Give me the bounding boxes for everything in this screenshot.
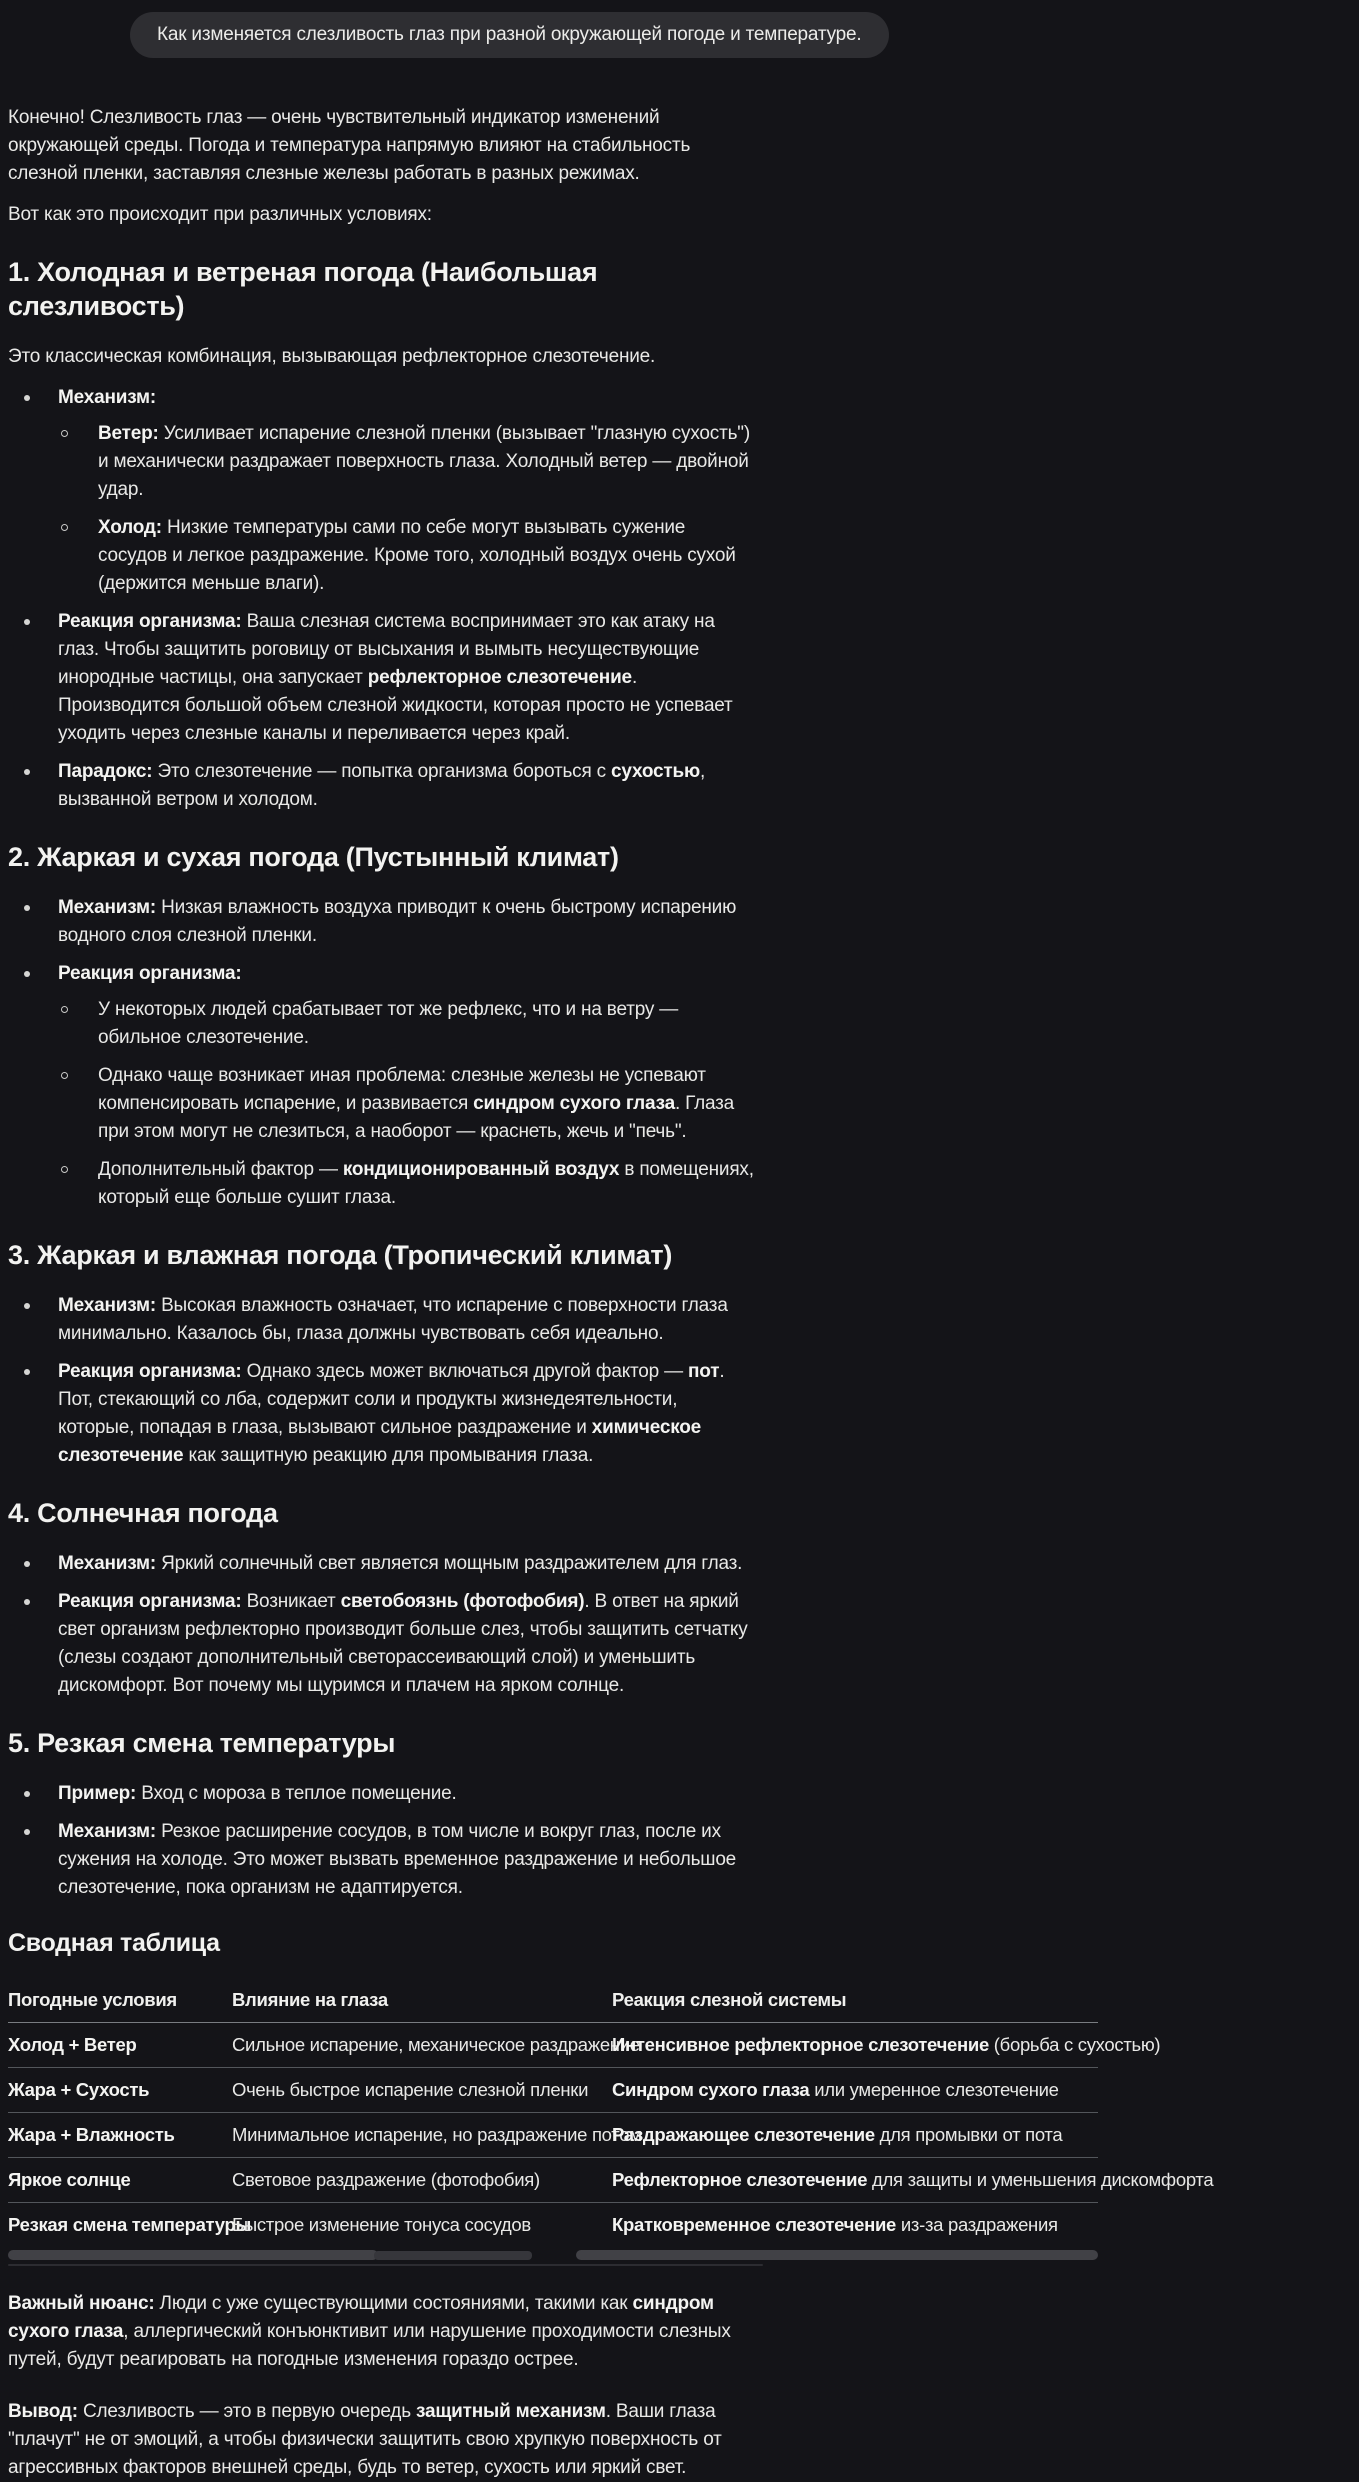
list-item-text: Реакция организма: Возникает светобоязнь (фотофобия). В ответ на яркий свет организм рефлекторно производит больше слез, чтобы защитить сетчатку (слезы создают дополнительный светорассеивающий слой) и уменьшить дискомфорт. Вот почему мы щуримся и плачем на ярком солнце. xyxy=(58,1591,748,1696)
list-item-text: Механизм: xyxy=(58,387,156,408)
table-row xyxy=(8,2203,1098,2248)
bullet-list xyxy=(8,1780,758,1902)
user-message-text: Как изменяется слезливость глаз при разной окружающей погоде и температуре. xyxy=(157,24,862,45)
intro-paragraph: Вот как это происходит при различных условиях: xyxy=(8,204,432,225)
list-item-text: Реакция организма: xyxy=(58,963,242,984)
table-row xyxy=(8,2113,1098,2158)
scrollbar-thumb-left[interactable] xyxy=(8,2250,378,2260)
table-cell: Минимальное испарение, но раздражение потом xyxy=(232,2113,612,2158)
section-heading: 1. Холодная и ветреная погода (Наибольшая слезливость) xyxy=(8,257,598,321)
table-row xyxy=(8,2023,1098,2068)
list-item xyxy=(8,1550,758,1578)
table-horizontal-scrollbar[interactable] xyxy=(8,2250,1098,2260)
summary-table-title: Сводная таблица xyxy=(8,1929,220,1957)
list-item xyxy=(8,758,758,814)
user-message-bubble xyxy=(130,12,889,58)
table-cell: Раздражающее слезотечение для промывки от пота xyxy=(612,2113,1098,2158)
list-item xyxy=(8,1588,758,1700)
table-row xyxy=(8,2158,1098,2203)
section-3 xyxy=(8,1238,758,1470)
list-item-text: Дополнительный фактор — кондиционированный воздух в помещениях, который еще больше сушит глаза. xyxy=(98,1159,754,1208)
bullet-list xyxy=(8,1292,758,1470)
table-cell: Синдром сухого глаза или умеренное слезотечение xyxy=(612,2068,1098,2113)
intro-paragraph: Конечно! Слезливость глаз — очень чувствительный индикатор изменений окружающей среды. Погода и температура напрямую влияют на стабильность слезной пленки, заставляя слезные железы работать в разных режимах. xyxy=(8,107,691,184)
outro-block xyxy=(8,2290,758,2482)
bullet-list xyxy=(58,996,758,1212)
list-item xyxy=(8,608,758,748)
list-item xyxy=(8,894,758,950)
section-heading: 3. Жаркая и влажная погода (Тропический климат) xyxy=(8,1240,673,1270)
bullet-list xyxy=(58,420,758,598)
table-cell: Жара + Влажность xyxy=(8,2113,232,2158)
table-cell: Кратковременное слезотечение из-за раздражения xyxy=(612,2214,1058,2235)
outro-paragraph: Важный нюанс: Люди с уже существующими состояниями, такими как синдром сухого глаза, аллергический конъюнктивит или нарушение проходимости слезных путей, будут реагировать на погодные изменения гораздо острее. xyxy=(8,2293,731,2370)
list-item-text: Механизм: Высокая влажность означает, что испарение с поверхности глаза минимально. Казалось бы, глаза должны чувствовать себя идеально. xyxy=(58,1295,728,1344)
list-item-text: Реакция организма: Ваша слезная система воспринимает это как атаку на глаз. Чтобы защитить роговицу от высыхания и вымыть несуществующие инородные частицы, она запускает рефлекторное слезотечение. Производится большой объем слезной жидкости, которая просто не успевает уходить через слезные каналы и переливается через край. xyxy=(58,611,733,744)
section-2 xyxy=(8,840,758,1212)
table-header-row xyxy=(8,1978,1098,2023)
list-item-text: Механизм: Низкая влажность воздуха приводит к очень быстрому испарению водного слоя слезной пленки. xyxy=(58,897,737,946)
list-item xyxy=(8,384,758,598)
list-item-text: Механизм: Резкое расширение сосудов, в том числе и вокруг глаз, после их сужения на холоде. Это может вызвать временное раздражение и небольшое слезотечение, пока организм не адаптируется. xyxy=(58,1821,737,1898)
list-item-text: Механизм: Яркий солнечный свет является мощным раздражителем для глаз. xyxy=(58,1553,743,1574)
list-item xyxy=(58,514,758,598)
section-paragraph: Это классическая комбинация, вызывающая рефлекторное слезотечение. xyxy=(8,346,656,367)
table-row xyxy=(8,2068,1098,2113)
list-item xyxy=(58,996,758,1052)
table-cell: Резкая смена температуры xyxy=(8,2214,252,2235)
table-cell: Рефлекторное слезотечение для защиты и уменьшения дискомфорта xyxy=(612,2158,1098,2203)
scrollbar-thumb-left-tail[interactable] xyxy=(374,2251,532,2260)
list-item xyxy=(58,1062,758,1146)
section-1 xyxy=(8,255,758,814)
assistant-response xyxy=(8,104,1214,2482)
table-cell: Световое раздражение (фотофобия) xyxy=(232,2158,612,2203)
table-header-cell: Влияние на глаза xyxy=(232,1978,612,2023)
summary-table xyxy=(8,1978,1214,2247)
table-bottom-divider xyxy=(8,2264,763,2266)
summary-table-container xyxy=(8,1978,1214,2266)
list-item-text: Ветер: Усиливает испарение слезной пленки (вызывает "глазную сухость") и механически раздражает поверхность глаза. Холодный ветер — двойной удар. xyxy=(98,423,750,500)
table-header-cell: Погодные условия xyxy=(8,1978,232,2023)
list-item-text: Реакция организма: Однако здесь может включаться другой фактор — пот. Пот, стекающий со лба, содержит соли и продукты жизнедеятельности, которые, попадая в глаза, вызывают сильное раздражение и химическое слезотечение как защитную реакцию для промывания глаза. xyxy=(58,1361,725,1466)
list-item-text: У некоторых людей срабатывает тот же рефлекс, что и на ветру — обильное слезотечение. xyxy=(98,999,679,1048)
list-item xyxy=(8,1818,758,1902)
bullet-list xyxy=(8,384,758,814)
table-cell: Холод + Ветер xyxy=(8,2023,232,2068)
list-item-text: Пример: Вход с мороза в теплое помещение. xyxy=(58,1783,457,1804)
list-item xyxy=(58,420,758,504)
section-5 xyxy=(8,1726,758,1902)
list-item xyxy=(8,960,758,1212)
bullet-list xyxy=(8,1550,758,1700)
list-item xyxy=(8,1780,758,1808)
list-item xyxy=(8,1292,758,1348)
list-item xyxy=(8,1358,758,1470)
table-cell: Быстрое изменение тонуса сосудов xyxy=(232,2214,531,2235)
bullet-list xyxy=(8,894,758,1212)
section-4 xyxy=(8,1496,758,1700)
section-heading: 5. Резкая смена температуры xyxy=(8,1728,396,1758)
list-item-text: Холод: Низкие температуры сами по себе могут вызывать сужение сосудов и легкое раздражение. Кроме того, холодный воздух очень сухой (держится меньше влаги). xyxy=(98,517,736,594)
table-header-cell: Реакция слезной системы xyxy=(612,1978,1098,2023)
section-heading: 2. Жаркая и сухая погода (Пустынный климат) xyxy=(8,842,619,872)
list-item xyxy=(58,1156,758,1212)
outro-paragraph: Вывод: Слезливость — это в первую очередь защитный механизм. Ваши глаза "плачут" не от эмоций, а чтобы физически защитить свою хрупкую поверхность от агрессивных факторов внешней среды, будь то ветер, сухость или яркий свет. xyxy=(8,2401,722,2478)
list-item-text: Парадокс: Это слезотечение — попытка организма бороться с сухостью, вызванной ветром и холодом. xyxy=(58,761,706,810)
table-cell: Сильное испарение, механическое раздражение xyxy=(232,2023,612,2068)
table-cell: Жара + Сухость xyxy=(8,2068,232,2113)
scrollbar-thumb-right[interactable] xyxy=(576,2250,1098,2260)
table-cell: Очень быстрое испарение слезной пленки xyxy=(232,2068,612,2113)
table-cell: Яркое солнце xyxy=(8,2158,232,2203)
table-cell: Интенсивное рефлекторное слезотечение (борьба с сухостью) xyxy=(612,2023,1098,2068)
section-heading: 4. Солнечная погода xyxy=(8,1498,278,1528)
list-item-text: Однако чаще возникает иная проблема: слезные железы не успевают компенсировать испарение, и развивается синдром сухого глаза. Глаза при этом могут не слезиться, а наоборот — краснеть, жечь и "печь". xyxy=(98,1065,735,1142)
